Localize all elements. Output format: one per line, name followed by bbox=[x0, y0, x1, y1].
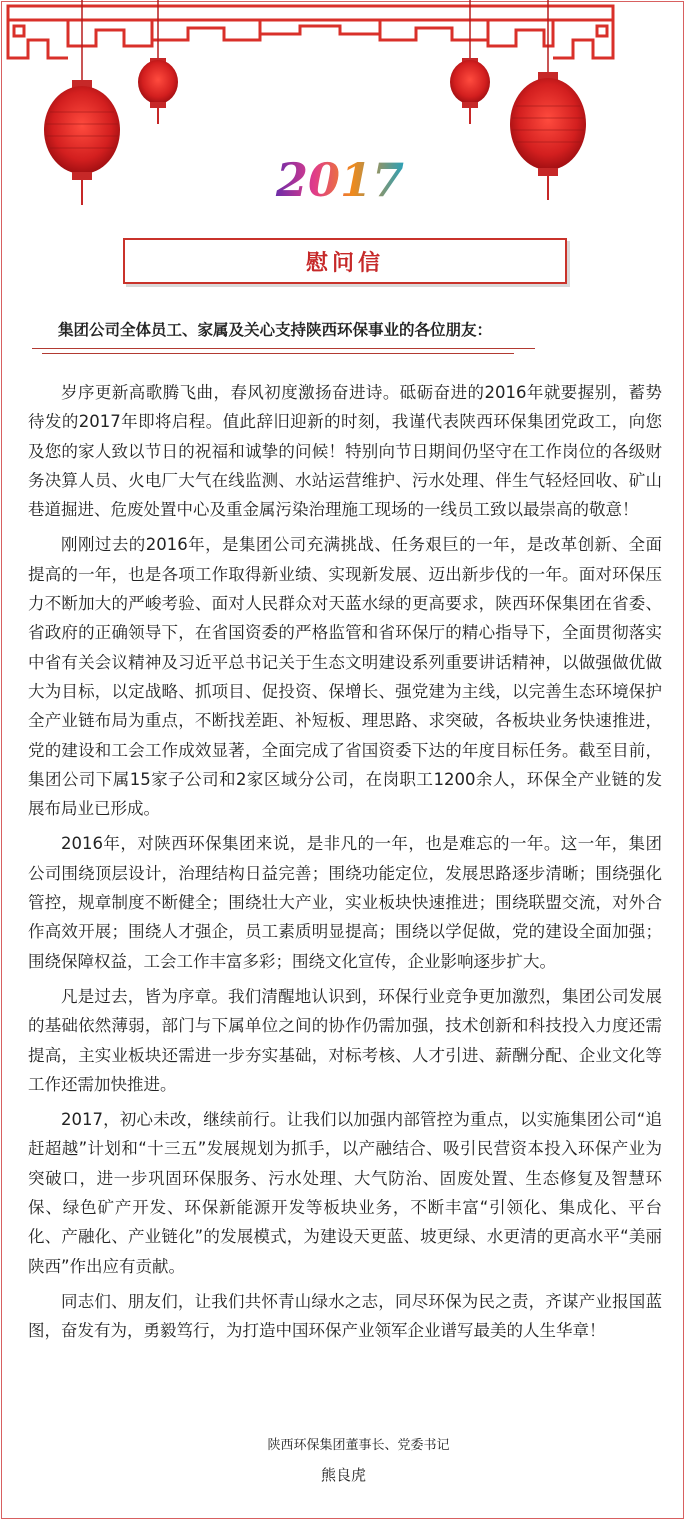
letter-body bbox=[28, 378, 662, 1352]
divider-line bbox=[42, 353, 514, 354]
paragraph: 2017，初心未改，继续前行。让我们以加强内部管控为重点，以实施集团公司“追赶超越”计划和“十三五”发展规划为抓手，以产融结合、吸引民营资本投入环保产业为突破口，进一步巩固环保服务、污水处理、大气防治、固废处置、生态修复及智慧环保、绿色矿产开发、环保新能源开发等板块业务，不断丰富“引领化、集成化、平台化、产融化、产业链化”的发展模式，为建设天更蓝、坡更绿、水更清的更高水平“美丽陕西”作出应有贡献。 bbox=[28, 1110, 662, 1276]
chinese-lattice-border bbox=[8, 6, 613, 58]
paragraph: 2016年，对陕西环保集团来说，是非凡的一年，也是难忘的一年。这一年，集团公司围绕顶层设计，治理结构日益完善；围绕功能定位，发展思路逐步清晰；围绕强化管控，规章制度不断健全；围绕壮大产业，实业板块快速推进；围绕联盟交流，对外合作高效开展；围绕人才强企，员工素质明显提高；围绕以学促做，党的建设全面加强；围绕保障权益，工会工作丰富多彩；围绕文化宣传，企业影响逐步扩大。 bbox=[28, 834, 662, 971]
paragraph: 凡是过去，皆为序章。我们清醒地认识到，环保行业竞争更加激烈，集团公司发展的基础依然薄弱，部门与下属单位之间的协作仍需加强，技术创新和科技投入力度还需提高，主实业板块还需进一步夯实基础，对标考核、人才引进、薪酬分配、企业文化等工作还需加快推进。 bbox=[28, 986, 662, 1094]
signature-organization: 陕西环保集团董事长、党委书记 bbox=[267, 1438, 450, 1453]
paragraph: 刚刚过去的2016年，是集团公司充满挑战、任务艰巨的一年，是改革创新、全面提高的一年，也是各项工作取得新业绩、实现新发展、迈出新步伐的一年。面对环保压力不断加大的严峻考验、面对人民群众对天蓝水绿的更高要求，陕西环保集团在省委、省政府的正确领导下，在省国资委的严格监管和省环保厅的精心指导下，全面贯彻落实中省有关会议精神及习近平总书记关于生态文明建设系列重要讲话精神，以做强做优做大为目标，以定战略、抓项目、促投资、保增长、强党建为主线，以完善生态环境保护全产业链布局为重点，不断找差距、补短板、理思路、求突破，各板块业务快速推进，党的建设和工会工作成效显著，全面完成了省国资委下达的年度目标任务。截至目前，集团公司下属15家子公司和2家区域分公司，在岗职工1200余人，环保全产业链的发展布局业已形成。 bbox=[28, 535, 662, 819]
year-2017-graphic: 2017 bbox=[275, 153, 405, 207]
festive-banner bbox=[0, 0, 687, 230]
signature-name: 熊良虎 bbox=[320, 1466, 366, 1484]
letter-title-box bbox=[123, 238, 567, 284]
letter-title: 慰问信 bbox=[305, 250, 384, 276]
salutation: 集团公司全体员工、家属及关心支持陕西环保事业的各位朋友： bbox=[58, 321, 493, 339]
paragraph: 岁序更新高歌腾飞曲，春风初度激扬奋进诗。砥砺奋进的2016年就要握别，蓄势待发的2017年即将启程。值此辞旧迎新的时刻，我谨代表陕西环保集团党政工，向您及您的家人致以节日的祝福和诚挚的问候！特别向节日期间仍坚守在工作岗位的各级财务决算人员、火电厂大气在线监测、水站运营维护、污水处理、伴生气轻烃回收、矿山巷道掘进、危废处置中心及重金属污染治理施工现场的一线员工致以最崇高的敬意！ bbox=[28, 383, 662, 520]
divider-line bbox=[32, 348, 535, 349]
paragraph: 同志们、朋友们，让我们共怀青山绿水之志，同尽环保为民之责，齐谋产业报国蓝图，奋发有为，勇毅笃行，为打造中国环保产业领军企业谱写最美的人生华章！ bbox=[28, 1291, 662, 1341]
